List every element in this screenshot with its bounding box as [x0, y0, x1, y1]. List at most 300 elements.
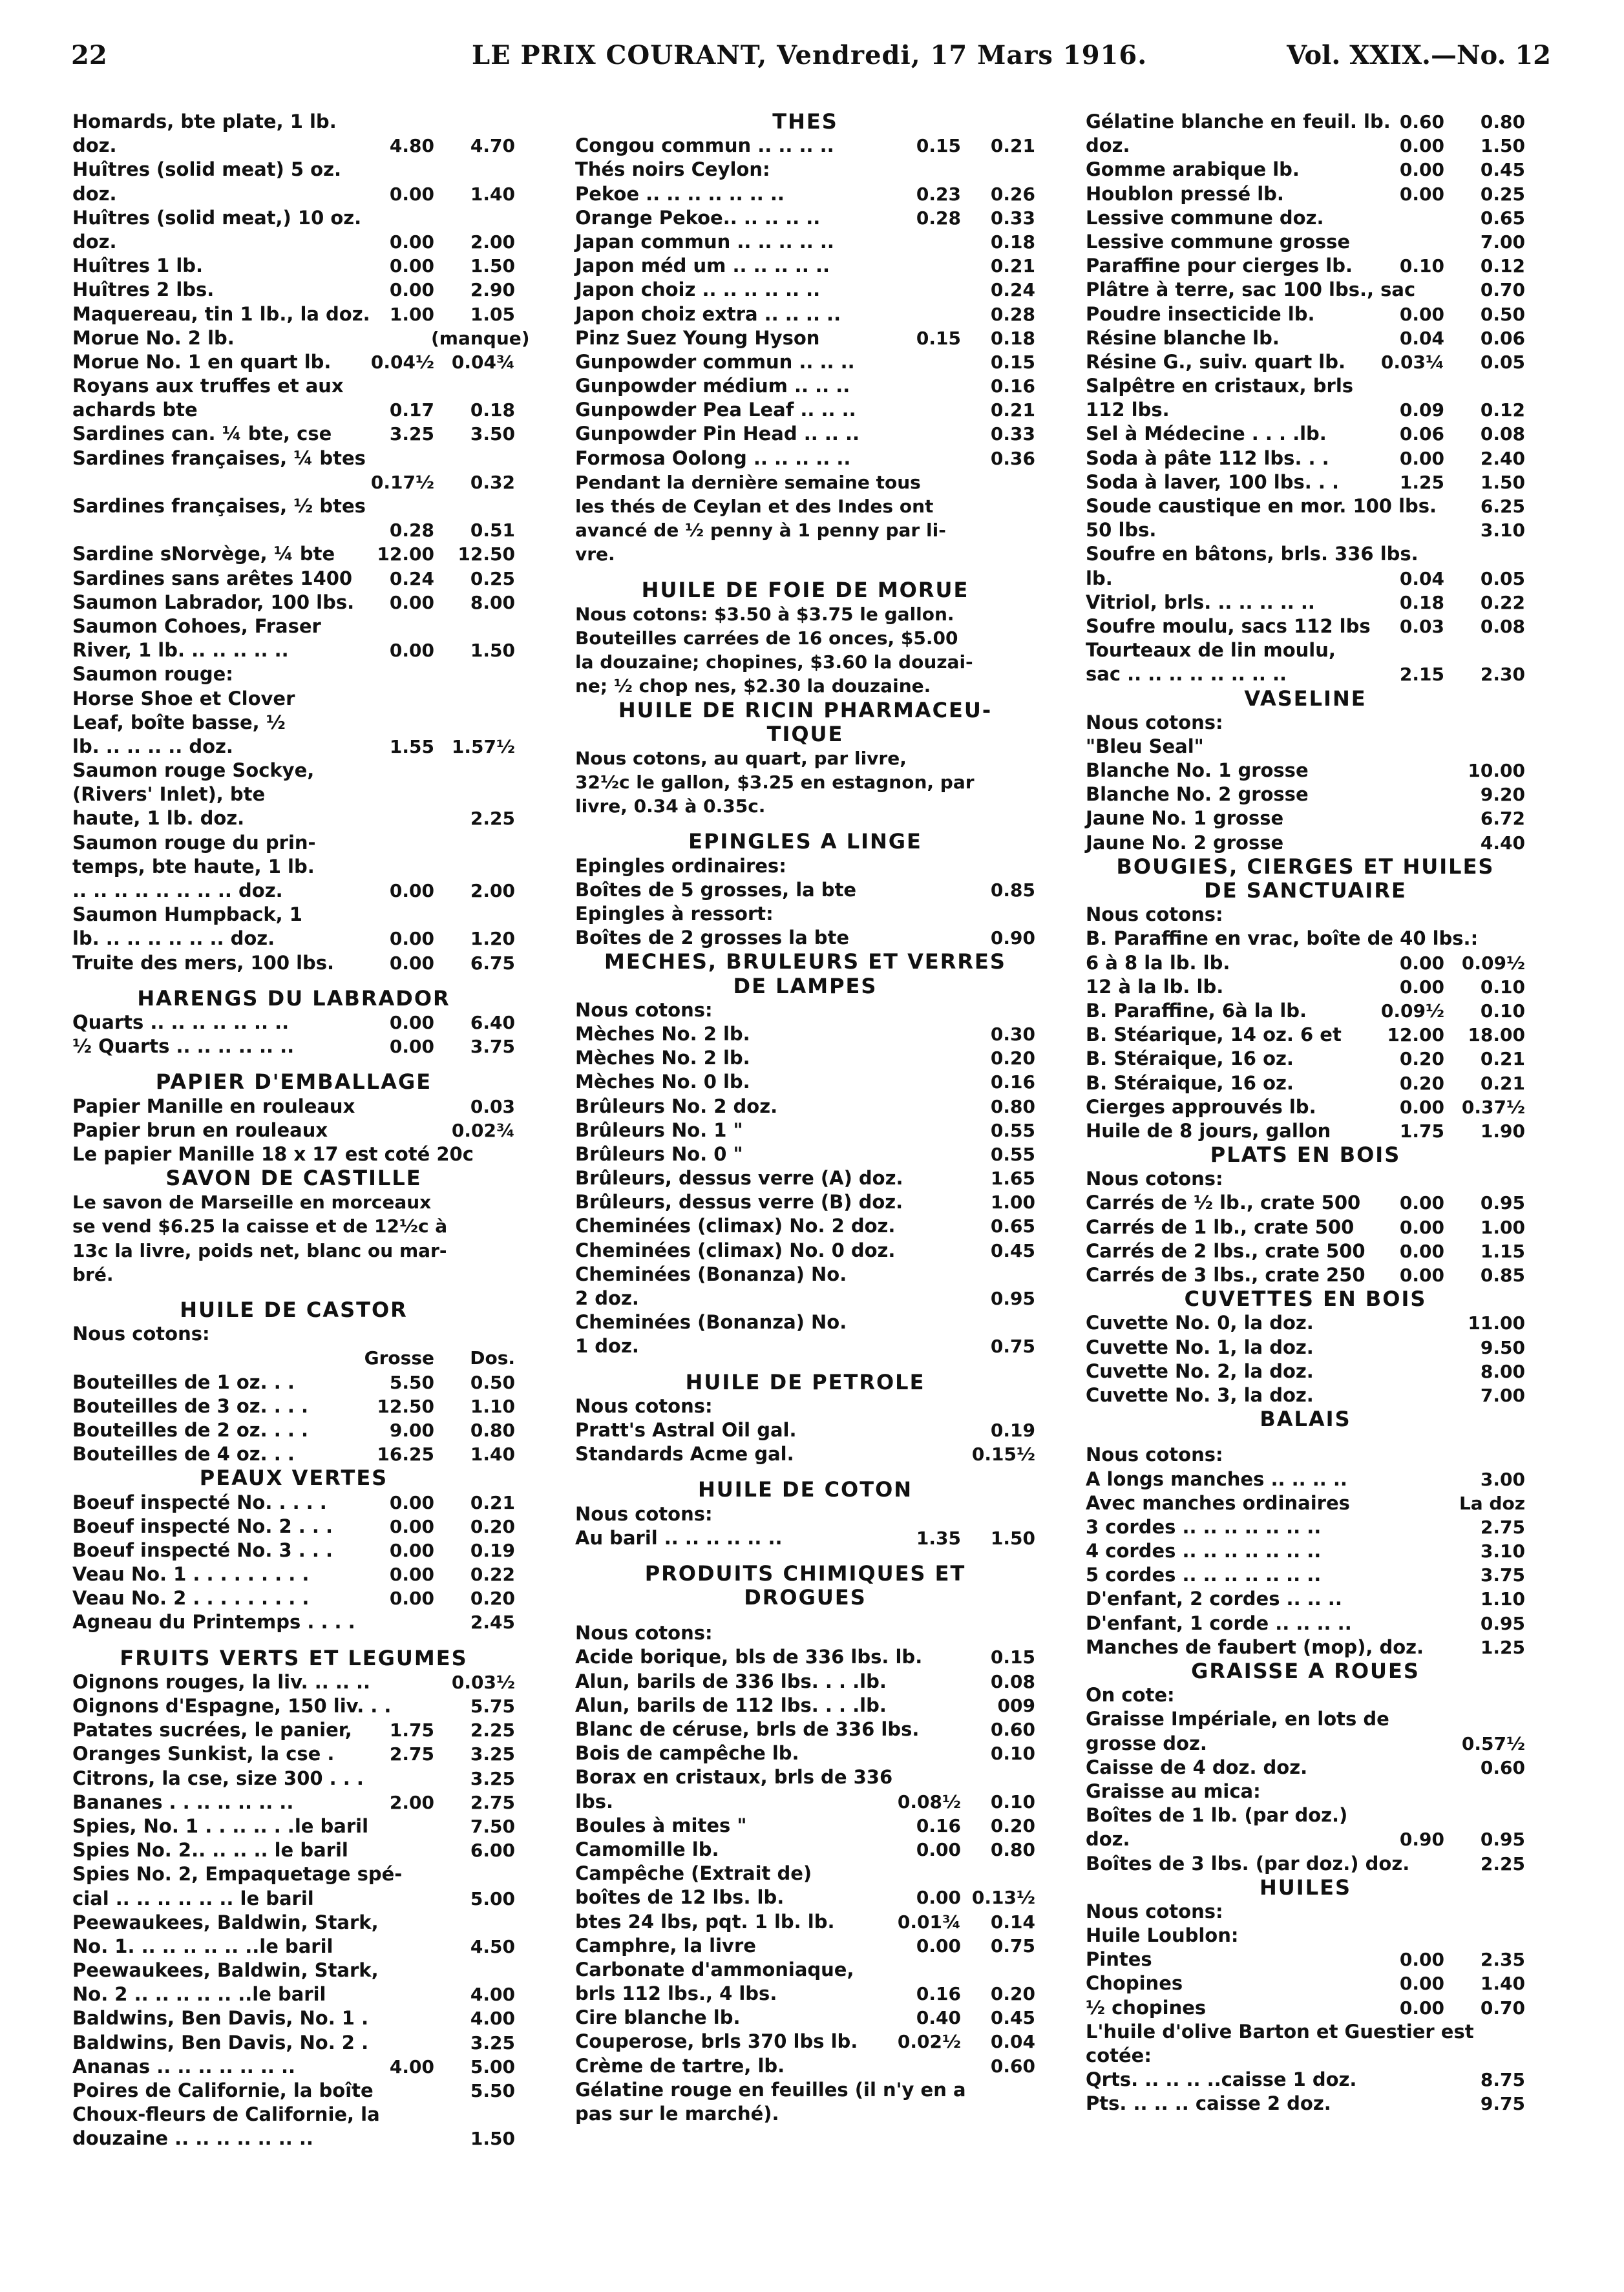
- price-line: [72, 1539, 515, 1562]
- price-line: [575, 470, 1035, 494]
- item-label: Cierges approuvés lb.: [1086, 1095, 1316, 1118]
- price-high: 0.26: [990, 183, 1035, 205]
- item-label: Poires de Californie, la boîte: [72, 2079, 374, 2101]
- price-line: [72, 1418, 515, 1442]
- price-line: [575, 878, 1035, 902]
- price-high: 1.50: [1480, 135, 1525, 157]
- price-high: 0.05: [1480, 567, 1525, 589]
- item-label: No. 1. .. .. .. .. .. ..le baril: [72, 1935, 333, 1957]
- price-line: [575, 1310, 1035, 1334]
- price-line: [72, 182, 515, 206]
- item-label: Nous cotons:: [1086, 1444, 1223, 1466]
- price-high: 2.45: [470, 1612, 515, 1634]
- price-high: 0.55: [990, 1143, 1035, 1165]
- price-high: 1.40: [470, 183, 515, 205]
- price-line: [1086, 1047, 1525, 1071]
- price-low: 0.10: [1399, 255, 1444, 277]
- item-label: 5 cordes .. .. .. .. .. .. ..: [1086, 1564, 1322, 1586]
- price-line: [575, 926, 1035, 950]
- price-high: 0.12: [1480, 399, 1525, 421]
- section-title: PAPIER D'EMBALLAGE: [155, 1069, 432, 1095]
- item-label: Huîtres (solid meat) 5 oz.: [72, 158, 341, 181]
- price-high: 0.95: [990, 1288, 1035, 1309]
- price-line: [72, 903, 515, 927]
- item-label: 13c la livre, poids net, blanc ou mar-: [72, 1239, 447, 1261]
- price-line: [1086, 254, 1525, 278]
- spacer: [575, 1550, 1035, 1562]
- price-line: [1086, 1360, 1525, 1383]
- price-line: [72, 302, 515, 326]
- price-line: [1086, 783, 1525, 806]
- item-label: Huîtres 2 lbs.: [72, 279, 215, 301]
- price-high: 0.37½: [1461, 1096, 1525, 1118]
- price-line: [72, 831, 515, 855]
- section-heading: [575, 722, 1035, 746]
- section-title: HARENGS DU LABRADOR: [137, 985, 450, 1011]
- item-label: Carrés de 2 lbs., crate 500: [1086, 1239, 1366, 1262]
- price-low: 0.00: [1399, 1997, 1444, 2019]
- item-label: B. Stéraique, 16 oz.: [1086, 1071, 1294, 1094]
- price-high: 3.50: [470, 423, 515, 445]
- price-line: [72, 638, 515, 662]
- item-label: Chopines: [1086, 1972, 1183, 1995]
- item-label: B. Stéraique, 16 oz.: [1086, 1047, 1294, 1070]
- price-low: 0.00: [1399, 1192, 1444, 1214]
- price-high: 1.10: [470, 1395, 515, 1417]
- item-label: Saumon rouge du prin-: [72, 831, 316, 854]
- price-line: [72, 1694, 515, 1718]
- item-label: 2 doz.: [575, 1287, 639, 1309]
- item-label: Gélatine rouge en feuilles (il n'y en a: [575, 2078, 966, 2101]
- price-line: [72, 1322, 515, 1346]
- journal-title: LE PRIX COURANT, Vendredi, 17 Mars 1916.: [472, 40, 1148, 70]
- price-line: [575, 302, 1035, 326]
- item-label: 3 cordes .. .. .. .. .. .. ..: [1086, 1515, 1322, 1538]
- price-line: [575, 650, 1035, 674]
- price-high: 3.25: [470, 1743, 515, 1765]
- price-line: [575, 1287, 1035, 1310]
- price-high: 2.40: [1480, 447, 1525, 469]
- price-low: 0.20: [1399, 1048, 1444, 1070]
- price-line: [575, 1442, 1035, 1466]
- price-line: [575, 746, 1035, 770]
- price-line: [575, 374, 1035, 398]
- price-high: 0.70: [1480, 1997, 1525, 2019]
- item-label: Cheminées (Bonanza) No.: [575, 1263, 847, 1285]
- price-low: 3.25: [389, 423, 434, 445]
- price-low: 9.00: [389, 1419, 434, 1441]
- price-high: 0.19: [990, 1419, 1035, 1441]
- price-low: 0.00: [389, 183, 434, 205]
- price-high: 0.13½: [971, 1887, 1035, 1909]
- spacer: [72, 1058, 515, 1070]
- item-label: avancé de ½ penny à 1 penny par li-: [575, 520, 946, 541]
- section-heading: [72, 1298, 515, 1322]
- price-high: 0.55: [990, 1119, 1035, 1141]
- item-label: ne; ½ chop nes, $2.30 la douzaine.: [575, 675, 931, 697]
- price-line: [72, 1371, 515, 1394]
- item-label: Nous cotons:: [1086, 1900, 1223, 1922]
- price-low: 1.75: [389, 1719, 434, 1741]
- price-high: 4.70: [470, 135, 515, 157]
- item-label: Baldwins, Ben Davis, No. 2 .: [72, 2031, 369, 2054]
- item-label: Mèches No. 2 lb.: [575, 1022, 750, 1045]
- section-title: HUILE DE FOIE DE MORUE: [641, 577, 969, 602]
- price-line: [72, 806, 515, 830]
- item-label: Oignons d'Espagne, 150 liv. . .: [72, 1695, 392, 1717]
- item-label: Peewaukees, Baldwin, Stark,: [72, 1911, 379, 1933]
- item-label: Brûleurs No. 2 doz.: [575, 1095, 778, 1117]
- price-high: 0.15½: [971, 1444, 1035, 1466]
- item-label: Bouteilles de 3 oz. . . .: [72, 1394, 309, 1417]
- item-label: Papier Manille en rouleaux: [72, 1095, 355, 1117]
- price-high: 0.08: [1480, 423, 1525, 445]
- item-label: Borax en cristaux, brls de 336: [575, 1766, 893, 1789]
- price-low: 0.00: [1399, 135, 1444, 157]
- price-low: 0.00: [389, 1036, 434, 1058]
- item-label: Résine blanche lb.: [1086, 326, 1280, 349]
- item-label: Jaune No. 1 grosse: [1086, 807, 1284, 830]
- item-label: Nous cotons:: [1086, 903, 1223, 926]
- item-label: .. .. .. .. .. .. .. .. doz.: [72, 879, 283, 901]
- item-label: L'huile d'olive Barton et Guestier est: [1086, 2020, 1474, 2043]
- price-line: [72, 2103, 515, 2127]
- price-line: [72, 951, 515, 975]
- price-line: [72, 1670, 515, 1694]
- price-line: [575, 1046, 1035, 1070]
- item-label: Horse Shoe et Clover: [72, 687, 295, 710]
- price-high: 7.00: [1480, 231, 1525, 253]
- section-title: DE LAMPES: [733, 973, 878, 998]
- item-label: No. 2 .. .. .. .. .. ..le baril: [72, 1983, 326, 2006]
- price-line: [575, 1502, 1035, 1526]
- item-label: 112 lbs.: [1086, 399, 1170, 421]
- price-line: [575, 1862, 1035, 1886]
- item-label: Soufre en bâtons, brls. 336 lbs.: [1086, 543, 1418, 565]
- price-low: 1.55: [389, 735, 434, 757]
- item-label: D'enfant, 1 corde .. .. .. ..: [1086, 1612, 1352, 1634]
- item-label: Choux-fleurs de Californie, la: [72, 2103, 380, 2126]
- price-high: 0.02¾: [451, 1119, 515, 1141]
- price-line: [575, 1741, 1035, 1765]
- item-label: A longs manches .. .. .. ..: [1086, 1467, 1347, 1490]
- section-heading: [1086, 1143, 1525, 1167]
- item-label: grosse doz.: [1086, 1732, 1207, 1754]
- price-high: 6.25: [1480, 496, 1525, 517]
- item-label: boîtes de 12 lbs. lb.: [575, 1886, 785, 1909]
- price-high: 0.04¾: [451, 351, 515, 373]
- price-line: [1086, 1852, 1525, 1876]
- item-label: Carrés de 1 lb., crate 500: [1086, 1215, 1355, 1238]
- price-line: [1086, 1491, 1525, 1515]
- price-low: 0.00: [389, 928, 434, 950]
- item-label: Gélatine blanche en feuil. lb.: [1086, 110, 1391, 132]
- item-label: Boules à mites ": [575, 1814, 747, 1836]
- price-high: 0.16: [990, 375, 1035, 397]
- price-low: 0.00: [389, 640, 434, 662]
- price-line: [1086, 1683, 1525, 1707]
- price-line: [575, 2054, 1035, 2078]
- price-high: 0.30: [990, 1023, 1035, 1045]
- price-high: 1.90: [1480, 1120, 1525, 1142]
- price-high: 2.00: [470, 880, 515, 901]
- price-line: [575, 1214, 1035, 1238]
- price-line: [72, 2006, 515, 2030]
- price-high: 0.20: [470, 1588, 515, 1610]
- item-label: Nous cotons: $3.50 à $3.75 le gallon.: [575, 603, 954, 625]
- page-number: 22: [71, 40, 107, 70]
- item-label: River, 1 lb. .. .. .. .. ..: [72, 639, 289, 662]
- item-label: Tourteaux de lin moulu,: [1086, 639, 1336, 662]
- price-line: [575, 1645, 1035, 1669]
- price-line: [72, 374, 515, 398]
- price-line: [1086, 350, 1525, 374]
- item-label: Salpêtre en cristaux, brls: [1086, 375, 1354, 397]
- item-label: doz.: [1086, 1828, 1130, 1851]
- price-high: 11.00: [1468, 1312, 1525, 1334]
- price-line: [1086, 999, 1525, 1023]
- item-label: Paraffine pour cierges lb.: [1086, 255, 1353, 277]
- price-high: Dos.: [470, 1347, 515, 1369]
- price-line: [72, 1911, 515, 1935]
- price-line: [1086, 134, 1525, 158]
- item-label: Gunpowder médium .. .. ..: [575, 375, 850, 397]
- price-low: 2.00: [389, 1791, 434, 1813]
- price-line: [72, 1119, 515, 1142]
- price-high: 0.20: [990, 1814, 1035, 1836]
- price-high: 1.57½: [451, 735, 515, 757]
- price-line: [72, 1011, 515, 1035]
- item-label: Morue No. 1 en quart lb.: [72, 350, 332, 373]
- price-line: [1086, 1780, 1525, 1803]
- price-line: [1086, 831, 1525, 855]
- price-low: 0.00: [389, 1011, 434, 1033]
- item-label: Nous cotons:: [1086, 711, 1223, 733]
- item-label: Nous cotons:: [1086, 1168, 1223, 1190]
- price-low: 0.00: [389, 1515, 434, 1537]
- price-line: [575, 1190, 1035, 1214]
- item-label: Sardines sans arêtes 1400: [72, 567, 353, 589]
- price-line: [575, 1334, 1035, 1358]
- price-low: 0.28: [389, 520, 434, 541]
- item-label: B. Stéarique, 14 oz. 6 et: [1086, 1024, 1342, 1046]
- price-line: [72, 470, 515, 494]
- item-label: Sardines can. ¼ bte, cse: [72, 423, 332, 445]
- item-label: douzaine .. .. .. .. .. .. ..: [72, 2127, 313, 2150]
- price-high: 1.40: [470, 1444, 515, 1466]
- price-line: [575, 206, 1035, 230]
- price-high: 5.00: [470, 2055, 515, 2077]
- price-high: 1.05: [470, 303, 515, 325]
- price-line: [72, 110, 515, 134]
- price-high: 6.40: [470, 1011, 515, 1033]
- section-title: MECHES, BRULEURS ET VERRES: [604, 949, 1006, 974]
- item-label: Pintes: [1086, 1948, 1152, 1971]
- price-low: 0.09½: [1380, 1000, 1444, 1022]
- price-line: [1086, 518, 1525, 542]
- item-label: Cire blanche lb.: [575, 2006, 741, 2029]
- price-line: [1086, 447, 1525, 470]
- price-high: 1.15: [1480, 1240, 1525, 1262]
- price-high: 0.22: [1480, 591, 1525, 613]
- item-label: Patates sucrées, le panier,: [72, 1719, 352, 1741]
- price-line: [1086, 1119, 1525, 1143]
- price-high: 0.75: [990, 1935, 1035, 1957]
- item-label: lbs.: [575, 1790, 613, 1813]
- spacer: [575, 567, 1035, 578]
- price-low: 12.00: [377, 543, 434, 565]
- item-label: Boeuf inspecté No. 2 . . .: [72, 1515, 333, 1537]
- item-label: B. Paraffine, 6à la lb.: [1086, 999, 1307, 1022]
- item-label: lb. .. .. .. .. .. .. doz.: [72, 927, 275, 950]
- price-line: [1086, 326, 1525, 350]
- price-low: 0.15: [916, 327, 961, 349]
- price-high: 2.00: [470, 231, 515, 253]
- price-low: 0.60: [1399, 111, 1444, 132]
- price-line: [575, 254, 1035, 278]
- item-label: Campêche (Extrait de): [575, 1862, 812, 1885]
- item-label: Ananas .. .. .. .. .. .. ..: [72, 2055, 296, 2077]
- section-heading: [575, 578, 1035, 602]
- item-label: Gunpowder commun .. .. ..: [575, 350, 855, 373]
- price-high: 1.00: [1480, 1216, 1525, 1238]
- item-label: 4 cordes .. .. .. .. .. .. ..: [1086, 1540, 1322, 1562]
- price-high: 0.45: [1480, 159, 1525, 181]
- item-label: Formosa Oolong .. .. .. .. ..: [575, 447, 851, 469]
- price-line: [575, 1070, 1035, 1094]
- item-label: Soude caustique en mor. 100 lbs.: [1086, 495, 1437, 517]
- item-label: les thés de Ceylan et des Indes ont: [575, 496, 934, 517]
- section-heading: [575, 1478, 1035, 1502]
- item-label: Truite des mers, 100 lbs.: [72, 951, 335, 974]
- price-low: 0.00: [389, 255, 434, 277]
- item-label: Bouteilles de 1 oz. . .: [72, 1371, 295, 1393]
- item-label: Standards Acme gal.: [575, 1443, 794, 1466]
- price-line: [72, 2127, 515, 2150]
- section-title: SAVON DE CASTILLE: [165, 1166, 422, 1191]
- price-line: [72, 759, 515, 783]
- item-label: Maquereau, tin 1 lb., la doz.: [72, 302, 370, 325]
- section-title: HUILE DE RICIN PHARMACEU-: [618, 697, 993, 722]
- item-label: B. Paraffine en vrac, boîte de 40 lbs.:: [1086, 927, 1479, 950]
- section-title: GRAISSE A ROUES: [1191, 1659, 1420, 1683]
- price-line: [575, 1886, 1035, 1909]
- price-line: [72, 350, 515, 374]
- item-label: Spies No. 2.. .. .. .. le baril: [72, 1839, 348, 1862]
- section-heading: [1086, 879, 1525, 903]
- item-label: Brûleurs No. 1 ": [575, 1119, 743, 1141]
- price-high: 3.25: [470, 1767, 515, 1789]
- item-label: Couperose, brls 370 lbs lb.: [575, 2030, 858, 2053]
- section-heading: [575, 1371, 1035, 1394]
- item-label: Sardines françaises, ½ btes: [72, 495, 366, 517]
- price-line: [1086, 302, 1525, 326]
- item-label: Veau No. 1 . . . . . . . . .: [72, 1563, 310, 1586]
- price-line: [72, 1562, 515, 1586]
- price-low: 0.00: [389, 231, 434, 253]
- price-line: [575, 2006, 1035, 2030]
- item-label: Poudre insecticide lb.: [1086, 302, 1315, 325]
- price-high: 2.25: [470, 1719, 515, 1741]
- price-line: [72, 494, 515, 518]
- price-line: [72, 1791, 515, 1814]
- price-high: La doz: [1459, 1492, 1525, 1514]
- item-label: Lessive commune doz.: [1086, 206, 1324, 229]
- price-high: 5.00: [470, 1887, 515, 1909]
- item-label: Nous cotons:: [575, 1622, 713, 1645]
- price-high: 18.00: [1468, 1024, 1525, 1046]
- item-label: Saumon rouge Sockye,: [72, 759, 315, 782]
- price-low: Grosse: [364, 1347, 434, 1369]
- price-line: [1086, 1803, 1525, 1827]
- price-line: [72, 1394, 515, 1418]
- item-label: Saumon Labrador, 100 lbs.: [72, 591, 355, 613]
- price-line: [575, 2030, 1035, 2054]
- price-low: 0.00: [916, 1935, 961, 1957]
- price-low: 0.00: [1399, 1216, 1444, 1238]
- section-title: DROGUES: [744, 1585, 867, 1610]
- price-line: [1086, 1263, 1525, 1287]
- price-line: [1086, 1167, 1525, 1191]
- price-line: [1086, 110, 1525, 134]
- price-line: [72, 591, 515, 615]
- price-line: [1086, 951, 1525, 975]
- price-line: [72, 134, 515, 158]
- price-line: [72, 1935, 515, 1959]
- item-label: Spies No. 2, Empaquetage spé-: [72, 1863, 403, 1886]
- price-high: 0.10: [1480, 976, 1525, 998]
- price-high: 1.50: [990, 1527, 1035, 1549]
- price-line: [1086, 1971, 1525, 1995]
- price-high: 9.20: [1480, 784, 1525, 806]
- price-high: 1.50: [470, 255, 515, 277]
- section-heading: [72, 987, 515, 1011]
- price-high: 2.25: [470, 808, 515, 830]
- item-label: Brûleurs, dessus verre (B) doz.: [575, 1191, 903, 1214]
- price-high: 0.08: [1480, 615, 1525, 637]
- price-low: 0.00: [389, 279, 434, 301]
- price-line: [1086, 1311, 1525, 1335]
- item-label: Avec manches ordinaires: [1086, 1491, 1350, 1514]
- item-label: Blanc de céruse, brls de 336 lbs.: [575, 1718, 920, 1740]
- price-line: [72, 1239, 515, 1263]
- price-line: [72, 879, 515, 903]
- price-high: 12.50: [458, 543, 515, 565]
- item-label: cotée:: [1086, 2045, 1152, 2066]
- price-line: [575, 1095, 1035, 1119]
- spacer: [72, 1635, 515, 1646]
- item-label: Bouteilles de 4 oz. . .: [72, 1443, 295, 1466]
- price-line: [1086, 1239, 1525, 1263]
- price-line: [1086, 158, 1525, 182]
- price-line: [1086, 662, 1525, 686]
- item-label: Cheminées (climax) No. 0 doz.: [575, 1239, 896, 1261]
- price-line: [72, 518, 515, 542]
- spacer: [1086, 1431, 1525, 1443]
- price-line: [1086, 1996, 1525, 2020]
- item-label: Caisse de 4 doz. doz.: [1086, 1756, 1308, 1778]
- price-high: 3.75: [1480, 1564, 1525, 1586]
- item-label: se vend $6.25 la caisse et de 12½c à: [72, 1215, 448, 1237]
- price-line: [1086, 2092, 1525, 2116]
- price-line: [575, 1814, 1035, 1838]
- item-label: temps, bte haute, 1 lb.: [72, 855, 315, 878]
- price-low: 0.00: [1399, 976, 1444, 998]
- price-line: [72, 1814, 515, 1838]
- price-line: [1086, 182, 1525, 206]
- price-high: 2.90: [470, 279, 515, 301]
- item-label: bré.: [72, 1263, 114, 1285]
